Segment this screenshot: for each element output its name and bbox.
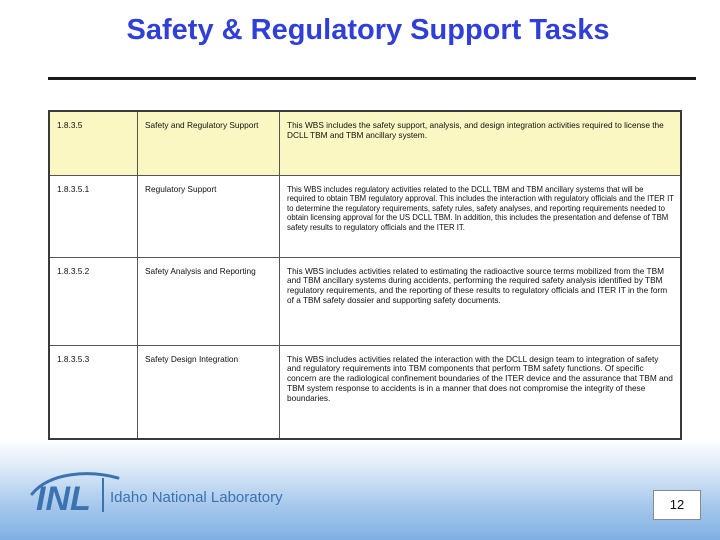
- table-row: [49, 111, 681, 175]
- wbs-number: 1.8.3.5: [49, 111, 138, 175]
- task-description: This WBS includes the safety support, analysis, and design integration activities required to license the DCLL TBM and TBM ancillary system.: [280, 111, 682, 175]
- task-title: Safety and Regulatory Support: [138, 111, 280, 175]
- inl-logo: [30, 468, 290, 516]
- slide-title: Safety & Regulatory Support Tasks: [126, 14, 610, 46]
- table-row: [49, 257, 681, 345]
- page-number: 12: [653, 490, 701, 520]
- wbs-number: 1.8.3.5.2: [49, 257, 138, 345]
- task-description: This WBS includes regulatory activities related to the DCLL TBM and TBM ancillary systems that will be required to obtain TBM regulatory approval. This includes the interaction with regulatory officials and the ITER IT to determine the regulatory requirements, safety rules, safety analyses, and reporting requirements needed to obtain licensing approval for the US DCLL TBM. In addition, this includes the presentation and defense of TBM safety results to regulatory officials and the ITER IT.: [280, 175, 682, 257]
- logo-divider: [102, 478, 104, 512]
- task-description: This WBS includes activities related to estimating the radioactive source terms mobilized from the TBM and TBM ancillary systems during accidents, performing the required safety analysis identified by TBM regulatory requirements, and the reporting of these results to regulatory officials and ITER IT in the form of a TBM safety dossier and supporting safety documents.: [280, 257, 682, 345]
- task-description: This WBS includes activities related the interaction with the DCLL design team to integration of safety and regulatory requirements into TBM components that perform TBM safety functions. Of specific concern are the radiological confinement boundaries of the ITER device and the assurance that TBM and TBM system response to accidents is in a manner that does not compromise the integrity of these boundaries.: [280, 345, 682, 439]
- title-divider: [48, 77, 696, 80]
- table-row: [49, 175, 681, 257]
- logo-text: Idaho National Laboratory: [110, 489, 283, 506]
- logo-letters: INL: [36, 480, 91, 516]
- wbs-number: 1.8.3.5.3: [49, 345, 138, 439]
- task-title: Safety Analysis and Reporting: [138, 257, 280, 345]
- wbs-number: 1.8.3.5.1: [49, 175, 138, 257]
- task-title: Safety Design Integration: [138, 345, 280, 439]
- task-title: Regulatory Support: [138, 175, 280, 257]
- wbs-table: [48, 110, 682, 440]
- table-row: [49, 345, 681, 439]
